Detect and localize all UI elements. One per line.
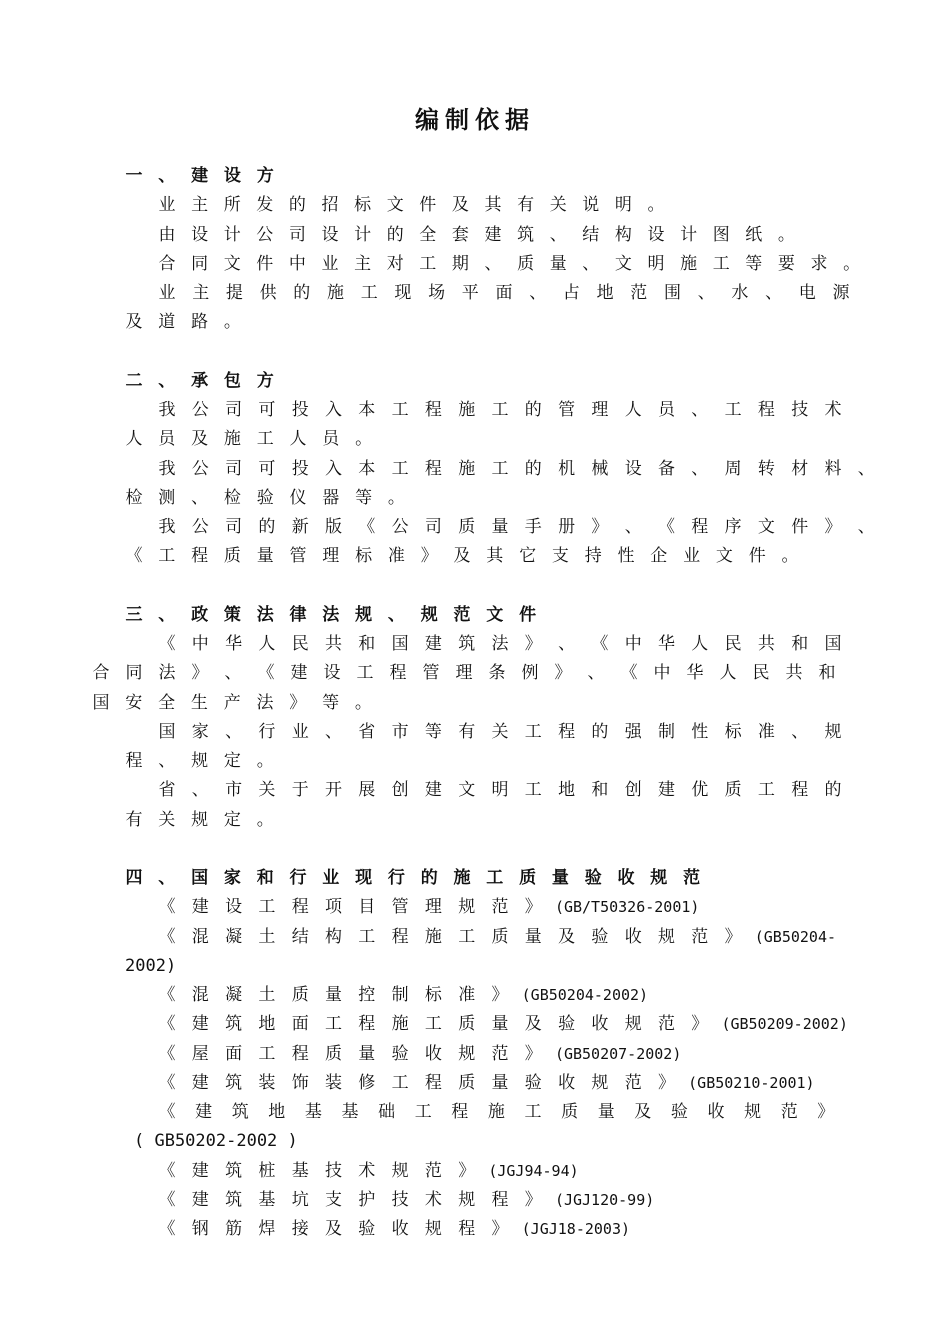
- text-line: 国 家 、 行 业 、 省 市 等 有 关 工 程 的 强 制 性 标 准 、 规: [158, 721, 842, 742]
- text-line: 我 公 司 可 投 入 本 工 程 施 工 的 机 械 设 备 、 周 转 材 料 、: [158, 458, 875, 479]
- text-line: 《 建 设 工 程 项 目 管 理 规 范 》 (GB/T50326-2001): [158, 897, 700, 918]
- section-heading: 二 、 承 包 方: [125, 370, 274, 391]
- text-line: [0, 338, 950, 367]
- text-line: ( GB50202-2002 ): [134, 1131, 298, 1152]
- section-heading: 四 、 国 家 和 行 业 现 行 的 施 工 质 量 验 收 规 范: [125, 868, 701, 888]
- text-line: 《 建 筑 地 面 工 程 施 工 质 量 及 验 收 规 范 》 (GB50209-2002): [158, 1014, 848, 1035]
- text-line: 合 同 文 件 中 业 主 对 工 期 、 质 量 、 文 明 施 工 等 要 求 。: [158, 253, 861, 274]
- text-line: 《 建 筑 基 坑 支 护 技 术 规 程 》 (JGJ120-99): [158, 1189, 655, 1210]
- text-line: 《 钢 筋 焊 接 及 验 收 规 程 》 (JGJ18-2003): [158, 1219, 631, 1239]
- text-line: 《 工 程 质 量 管 理 标 准 》 及 其 它 支 持 性 企 业 文 件 。: [125, 546, 799, 567]
- text-line: [0, 835, 950, 864]
- text-line: 省 、 市 关 于 开 展 创 建 文 明 工 地 和 创 建 优 质 工 程 的: [158, 780, 842, 801]
- text-line: 《 建 筑 地 基 基 础 工 程 施 工 质 量 及 验 收 规 范 》: [158, 1102, 835, 1122]
- text-line: 程 、 规 定 。: [125, 751, 274, 771]
- text-line: 及 道 路 。: [125, 312, 241, 333]
- text-line: 检 测 、 检 验 仪 器 等 。: [125, 487, 405, 508]
- text-line: 《 中 华 人 民 共 和 国 建 筑 法 》 、 《 中 华 人 民 共 和 国: [158, 634, 842, 654]
- text-line: 人 员 及 施 工 人 员 。: [125, 429, 373, 450]
- text-line: 《 建 筑 装 饰 装 修 工 程 质 量 验 收 规 范 》 (GB50210-2001): [158, 1072, 815, 1093]
- text-line: [0, 572, 950, 601]
- text-line: 我 公 司 可 投 入 本 工 程 施 工 的 管 理 人 员 、 工 程 技 术: [158, 400, 842, 420]
- text-line: 合 同 法 》 、 《 建 设 工 程 管 理 条 例 》 、 《 中 华 人 民 共 和: [92, 663, 836, 684]
- text-line: 《 混 凝 土 结 构 工 程 施 工 质 量 及 验 收 规 范 》 (GB50204-: [158, 926, 837, 947]
- text-line: 《 屋 面 工 程 质 量 验 收 规 范 》 (GB50207-2002): [158, 1043, 682, 1064]
- section-heading: 三 、 政 策 法 律 法 规 、 规 范 文 件: [125, 604, 537, 625]
- text-line: 我 公 司 的 新 版 《 公 司 质 量 手 册 》 、 《 程 序 文 件 》 、: [158, 517, 875, 537]
- page-title: 编制依据: [415, 105, 535, 134]
- text-line: 2002): [125, 955, 177, 976]
- section-heading: 一 、 建 设 方: [125, 166, 274, 186]
- text-line: 国 安 全 生 产 法 》 等 。: [92, 692, 372, 713]
- text-line: 有 关 规 定 。: [125, 809, 274, 830]
- text-line: 业 主 所 发 的 招 标 文 件 及 其 有 关 说 明 。: [158, 195, 665, 216]
- text-line: 《 混 凝 土 质 量 控 制 标 准 》 (GB50204-2002): [158, 985, 649, 1005]
- text-line: 由 设 计 公 司 设 计 的 全 套 建 筑 、 结 构 设 计 图 纸 。: [158, 224, 795, 245]
- text-line: 《 建 筑 桩 基 技 术 规 范 》 (JGJ94-94): [158, 1160, 579, 1181]
- text-line: 业 主 提 供 的 施 工 现 场 平 面 、 占 地 范 围 、 水 、 电 源: [158, 283, 850, 303]
